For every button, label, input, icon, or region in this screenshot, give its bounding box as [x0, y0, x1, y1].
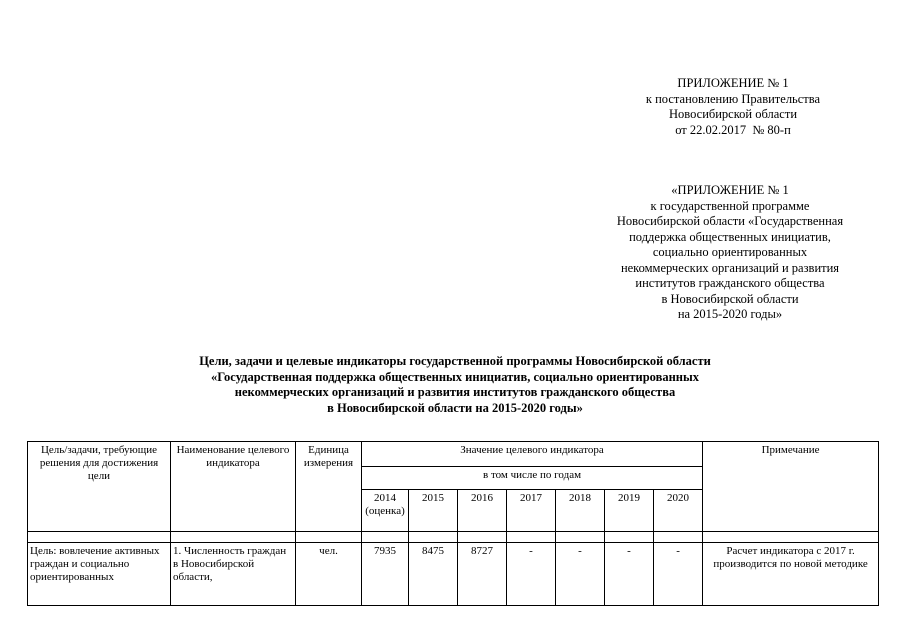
header-note: Примечание — [703, 442, 879, 532]
header-indicator: Наименование целевого индикатора — [171, 442, 296, 532]
attachment-line: институтов гражданского общества — [635, 276, 825, 290]
header-year: 2018 — [556, 490, 605, 532]
value-cell: - — [507, 543, 556, 606]
goal-cell: Цель: вовлечение активных граждан и социально ориентированных — [28, 543, 171, 606]
value-cell: - — [556, 543, 605, 606]
value-cell: - — [654, 543, 703, 606]
attachment-line: Новосибирской области «Государственная — [616, 214, 844, 228]
header-unit: Единица измерения — [296, 442, 362, 532]
attachment-line: на 2015-2020 годы» — [677, 307, 783, 321]
header-year: 2020 — [654, 490, 703, 532]
attachment-line: от 22.02.2017 № 80-п — [675, 122, 791, 137]
attachment-line: Новосибирской области — [668, 107, 798, 121]
value-cell: 7935 — [362, 543, 409, 606]
title-line: некоммерческих организаций и развития институтов гражданского общества — [234, 385, 676, 399]
attachment-line: к постановлению Правительства — [645, 91, 821, 106]
header-goal: Цель/задачи, требующие решения для достижения цели — [28, 442, 171, 532]
value-cell: - — [605, 543, 654, 606]
attachment-line: поддержка общественных инициатив, — [629, 229, 831, 244]
program-attachment-header — [580, 183, 880, 323]
spacer-row — [28, 532, 879, 543]
header-year: 2015 — [409, 490, 458, 532]
header-year: 2019 — [605, 490, 654, 532]
title-line: «Государственная поддержка общественных инициатив, социально ориентированных — [210, 369, 700, 384]
header-year: 2016 — [458, 490, 507, 532]
indicators-table — [27, 441, 879, 606]
attachment-line: социально ориентированных — [652, 245, 808, 259]
value-cell: 8727 — [458, 543, 507, 606]
indicator-cell: 1. Численность граждан в Новосибирской области, — [171, 543, 296, 606]
header-by-years: в том числе по годам — [362, 467, 703, 490]
document-title — [110, 354, 800, 416]
table-row — [28, 543, 879, 606]
title-line: в Новосибирской области на 2015-2020 годы» — [327, 400, 583, 415]
unit-cell: чел. — [296, 543, 362, 606]
note-cell: Расчет индикатора с 2017 г. производится по новой методике — [703, 543, 879, 606]
title-line: Цели, задачи и целевые индикаторы государственной программы Новосибирской области — [199, 354, 711, 368]
header-year: 2017 — [507, 490, 556, 532]
attachment-line: «ПРИЛОЖЕНИЕ № 1 — [671, 183, 789, 197]
attachment-line: некоммерческих организаций и развития — [620, 260, 840, 275]
attachment-line: в Новосибирской области — [661, 291, 799, 306]
attachment-line: ПРИЛОЖЕНИЕ № 1 — [677, 76, 789, 90]
attachment-line: к государственной программе — [650, 198, 810, 213]
header-year: 2014 (оценка) — [362, 490, 409, 532]
value-cell: 8475 — [409, 543, 458, 606]
attachment-header — [615, 76, 851, 138]
header-value: Значение целевого индикатора — [362, 442, 703, 467]
